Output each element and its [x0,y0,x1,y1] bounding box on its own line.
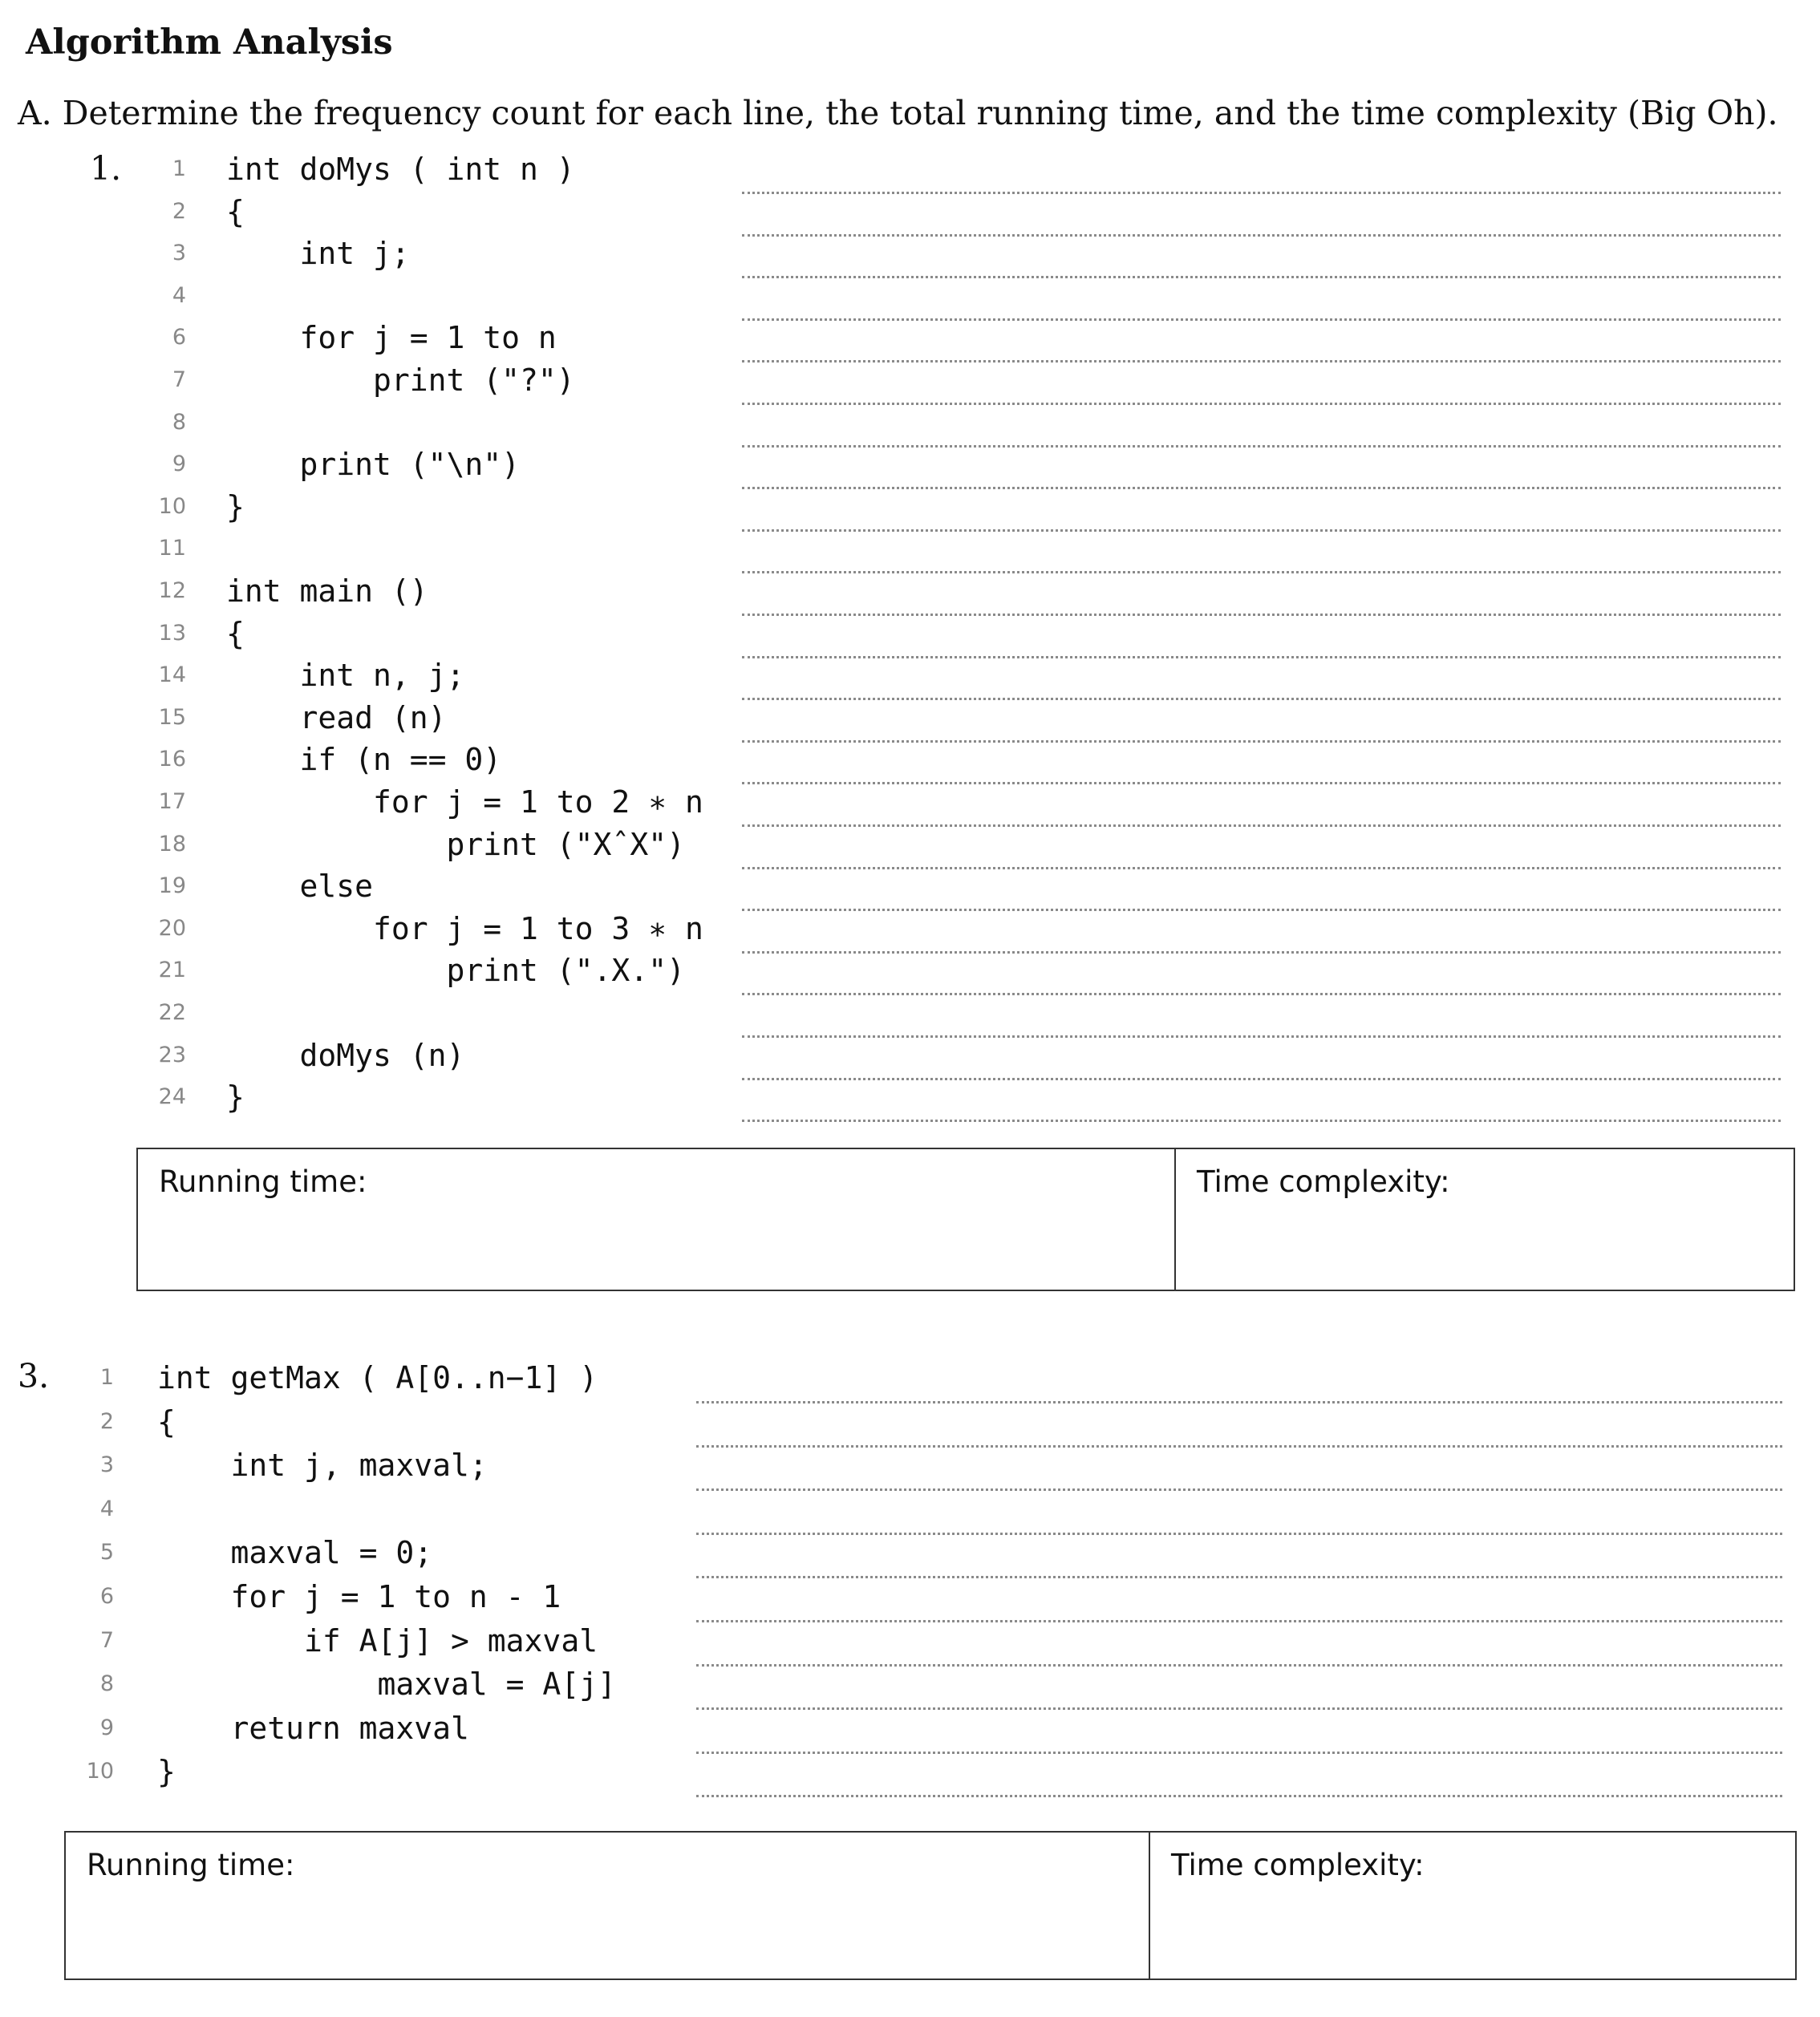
code-text: print ("XˆX") [226,826,685,862]
answer-line[interactable] [742,276,1781,278]
answer-line[interactable] [742,993,1781,995]
line-number: 3 [172,241,186,266]
answer-line[interactable] [742,529,1781,532]
code-text: } [226,488,245,525]
code-text: { [157,1403,176,1440]
code-text: for j = 1 to n - 1 [157,1579,561,1614]
code-text: for j = 1 to 3 ∗ n [226,910,703,946]
answer-line[interactable] [696,1488,1782,1491]
line-number: 18 [158,831,186,857]
code-text: read (n) [226,699,447,735]
code-text: print (".X.") [226,953,685,989]
answer-line[interactable] [742,487,1781,489]
answer-line[interactable] [742,951,1781,954]
line-number: 6 [99,1584,114,1609]
code-text: else [226,869,374,905]
code-text: int n, j; [226,658,465,694]
answer-line[interactable] [696,1707,1782,1710]
answer-line[interactable] [742,909,1781,911]
code-text: if A[j] > maxval [157,1622,598,1659]
result-box [64,1831,1797,1980]
line-number: 1 [172,156,186,181]
code-text: int doMys ( int n ) [226,152,575,187]
answer-line[interactable] [696,1664,1782,1667]
result-box [136,1148,1795,1291]
running-time-cell[interactable] [138,1149,1174,1290]
line-number: 2 [172,198,186,224]
line-number: 9 [99,1715,114,1740]
line-number: 4 [172,282,186,308]
code-text: maxval = 0; [157,1535,433,1571]
code-text: return maxval [157,1710,469,1746]
code-text: } [226,1079,245,1116]
line-number: 10 [158,493,186,519]
line-number: 8 [99,1671,114,1697]
answer-line[interactable] [742,1035,1781,1038]
problem-number: 3. [18,1357,50,1395]
document-title: Algorithm Analysis [26,22,393,63]
answer-line[interactable] [742,403,1781,405]
answer-line[interactable] [696,1533,1782,1535]
answer-line[interactable] [742,824,1781,827]
line-number: 17 [158,789,186,814]
line-number: 3 [99,1452,114,1478]
running-time-cell[interactable] [66,1833,1149,1979]
answer-line[interactable] [742,1078,1781,1080]
code-text: } [157,1754,176,1790]
code-text: for j = 1 to n [226,320,557,356]
line-number: 4 [99,1496,114,1521]
answer-line[interactable] [696,1795,1782,1797]
answer-line[interactable] [696,1752,1782,1754]
answer-line[interactable] [696,1576,1782,1578]
time-complexity-label: Time complexity: [1197,1164,1450,1199]
code-text: maxval = A[j] [157,1667,616,1703]
answer-line[interactable] [742,234,1781,237]
answer-line[interactable] [742,192,1781,194]
answer-line[interactable] [742,782,1781,784]
answer-line[interactable] [742,698,1781,700]
answer-line[interactable] [742,656,1781,658]
answer-line[interactable] [742,740,1781,743]
line-number: 19 [158,873,186,899]
code-text: { [226,193,245,229]
code-text: { [226,615,245,651]
line-number: 7 [172,367,186,392]
line-number: 10 [86,1759,114,1784]
line-number: 7 [99,1627,114,1653]
answer-line[interactable] [742,614,1781,616]
code-text: int main () [226,573,428,609]
problem-number: 1. [90,149,122,188]
line-number: 23 [158,1042,186,1067]
code-text: doMys (n) [226,1037,465,1073]
answer-line[interactable] [742,445,1781,448]
line-number: 20 [158,915,186,941]
code-text: print ("?") [226,362,575,398]
instruction-text: A. Determine the frequency count for each line, the total running time, and the time complexity (Big Oh). [18,94,1778,132]
line-number: 15 [158,704,186,730]
code-text: for j = 1 to 2 ∗ n [226,784,703,820]
answer-line[interactable] [742,318,1781,321]
running-time-label: Running time: [159,1164,367,1199]
answer-line[interactable] [742,360,1781,362]
line-number: 11 [158,536,186,561]
code-text: int j; [226,236,410,272]
line-number: 8 [172,409,186,435]
code-text: if (n == 0) [226,742,502,778]
answer-line[interactable] [742,867,1781,869]
time-complexity-cell[interactable] [1149,1833,1795,1979]
line-number: 21 [158,958,186,983]
code-text: int getMax ( A[0..n−1] ) [157,1360,598,1395]
line-number: 5 [99,1540,114,1565]
code-text: int j, maxval; [157,1448,488,1484]
running-time-label: Running time: [87,1848,295,1882]
line-number: 1 [99,1365,114,1390]
line-number: 12 [158,578,186,603]
line-number: 9 [172,452,186,477]
answer-line[interactable] [696,1445,1782,1448]
line-number: 6 [172,325,186,350]
line-number: 16 [158,747,186,772]
line-number: 13 [158,620,186,646]
answer-line[interactable] [696,1620,1782,1622]
line-number: 24 [158,1084,186,1110]
answer-line[interactable] [742,1120,1781,1122]
time-complexity-label: Time complexity: [1171,1848,1425,1882]
code-text: print ("\n") [226,447,521,483]
time-complexity-cell[interactable] [1174,1149,1794,1290]
line-number: 14 [158,662,186,688]
answer-line[interactable] [742,571,1781,573]
answer-line[interactable] [696,1401,1782,1403]
line-number: 22 [158,1000,186,1025]
line-number: 2 [99,1408,114,1434]
